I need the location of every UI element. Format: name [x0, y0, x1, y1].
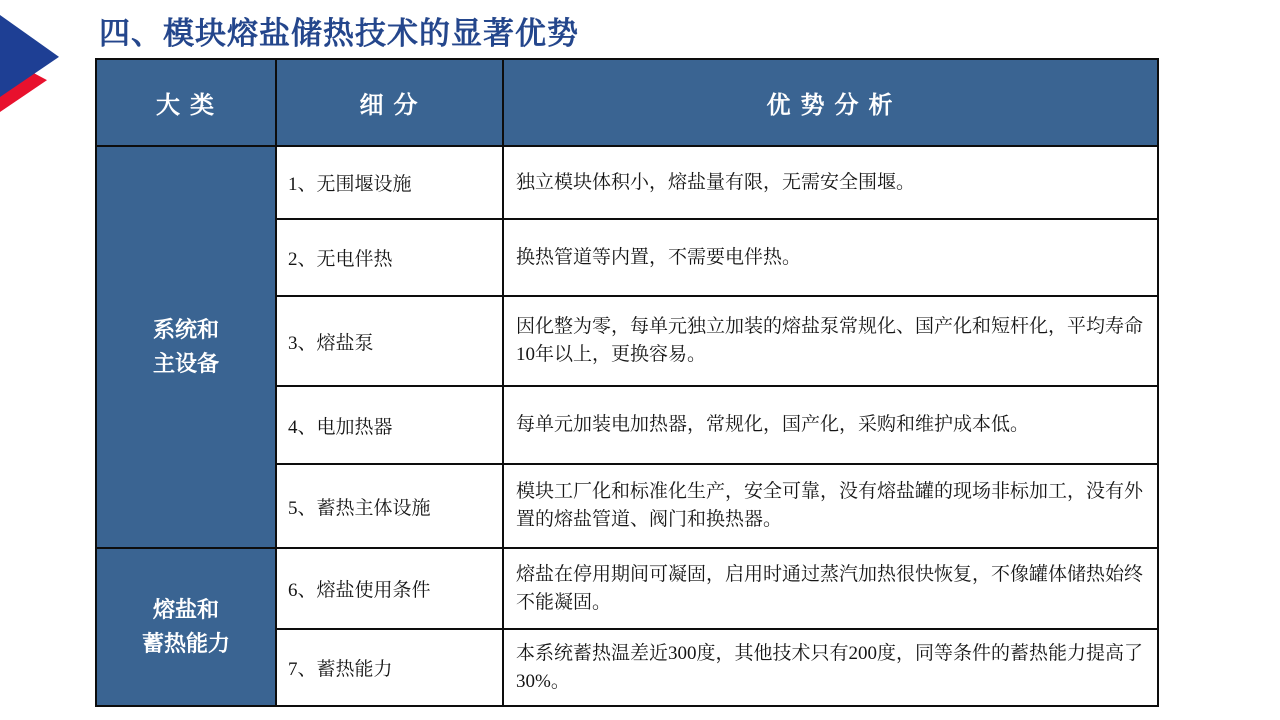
- subdivision-cell: 1、无围堰设施: [276, 146, 503, 219]
- analysis-cell: 换热管道等内置，不需要电伴热。: [503, 219, 1158, 296]
- subdivision-cell: 7、蓄热能力: [276, 629, 503, 706]
- category-line: 熔盐和: [152, 596, 219, 622]
- category-line: 蓄热能力: [141, 631, 230, 656]
- analysis-cell: 模块工厂化和标准化生产，安全可靠，没有熔盐罐的现场非标加工，没有外置的熔盐管道、阀门和换热器。: [503, 464, 1158, 548]
- header-category: 大 类: [96, 59, 276, 146]
- category-line: 系统和: [152, 316, 219, 342]
- corner-arrow-decoration: [0, 0, 70, 120]
- page-title: 四、模块熔盐储热技术的显著优势: [99, 16, 579, 51]
- subdivision-cell: 6、熔盐使用条件: [276, 548, 503, 629]
- analysis-cell: 本系统蓄热温差近300度，其他技术只有200度，同等条件的蓄热能力提高了30%。: [503, 629, 1158, 706]
- advantages-table: [95, 58, 1159, 707]
- header-subdivision: 细 分: [276, 59, 503, 146]
- category-cell-system-equipment: [96, 146, 276, 548]
- analysis-cell: 因化整为零，每单元独立加装的熔盐泵常规化、国产化和短杆化，平均寿命10年以上，更换容易。: [503, 296, 1158, 386]
- subdivision-cell: 2、无电伴热: [276, 219, 503, 296]
- header-analysis: 优 势 分 析: [503, 59, 1158, 146]
- category-cell-molten-salt-capacity: [96, 548, 276, 706]
- subdivision-cell: 5、蓄热主体设施: [276, 464, 503, 548]
- table-row: [96, 146, 1158, 219]
- table-row: [96, 548, 1158, 629]
- analysis-cell: 每单元加装电加热器，常规化，国产化，采购和维护成本低。: [503, 386, 1158, 464]
- subdivision-cell: 3、熔盐泵: [276, 296, 503, 386]
- category-line: 主设备: [152, 351, 219, 376]
- analysis-cell: 独立模块体积小，熔盐量有限，无需安全围堰。: [503, 146, 1158, 219]
- analysis-cell: 熔盐在停用期间可凝固，启用时通过蒸汽加热很快恢复，不像罐体储热始终不能凝固。: [503, 548, 1158, 629]
- subdivision-cell: 4、电加热器: [276, 386, 503, 464]
- table-header-row: [96, 59, 1158, 146]
